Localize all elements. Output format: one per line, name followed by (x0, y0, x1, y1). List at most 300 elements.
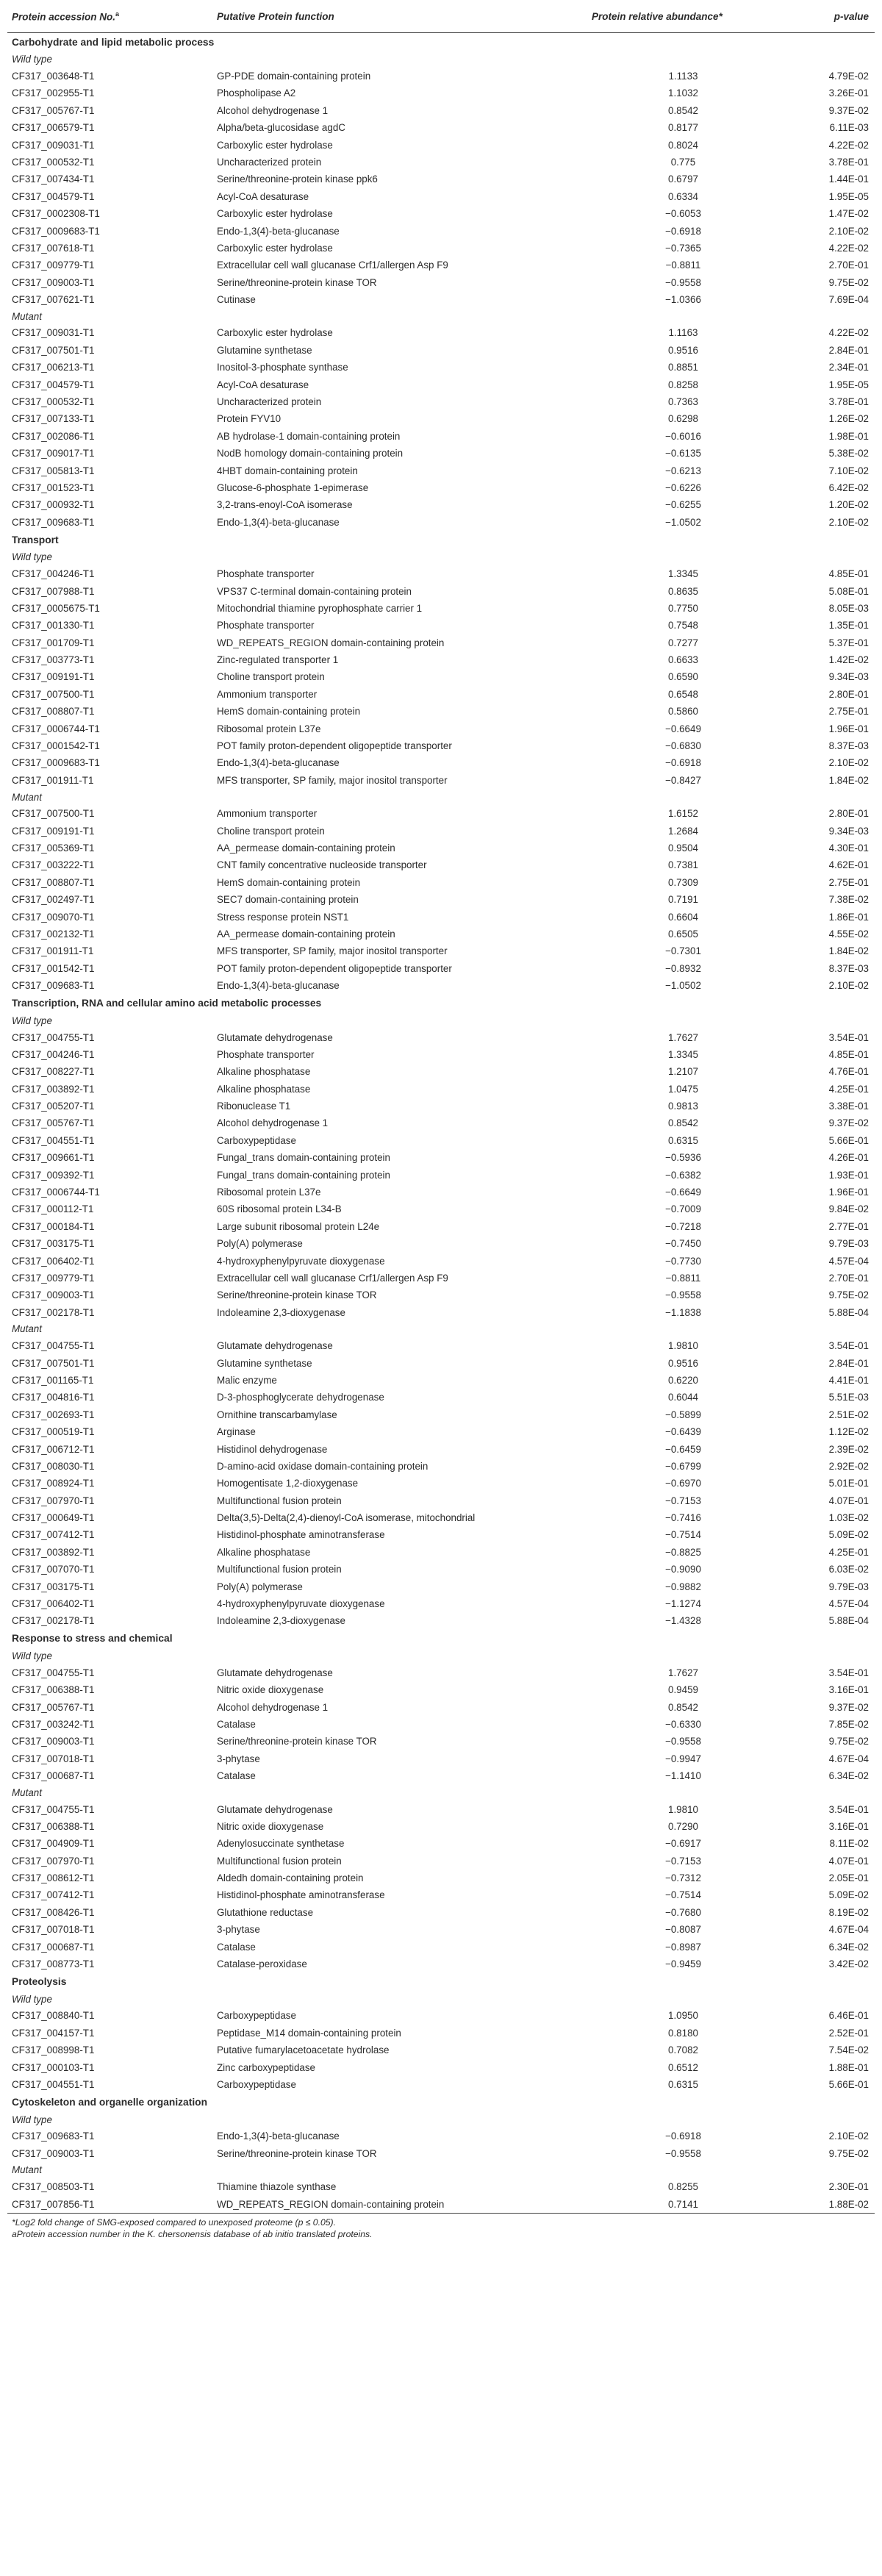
pvalue-cell: 8.19E-02 (828, 1906, 869, 1918)
table-row (7, 840, 875, 856)
group-label: Wild type (12, 1015, 52, 1026)
accession-cell: CF317_007133-T1 (12, 413, 95, 425)
table-row (7, 1253, 875, 1270)
function-cell: Alcohol dehydrogenase 1 (217, 1117, 329, 1129)
table-row (7, 1337, 875, 1354)
abundance-cell: −0.7514 (665, 1529, 701, 1541)
pvalue-cell: 1.35E-01 (828, 620, 869, 632)
accession-cell: CF317_007856-T1 (7, 2196, 212, 2214)
accession-cell: CF317_006402-T1 (12, 1255, 95, 1267)
table-row (7, 1132, 875, 1149)
pvalue-cell: 4.07E-01 (828, 1855, 869, 1867)
pvalue-cell: 4.22E-02 (828, 139, 869, 151)
accession-cell: CF317_007970-T1 (12, 1855, 95, 1867)
accession-cell: CF317_009683-T1 (12, 980, 95, 992)
function-cell: NodB homology domain-containing protein (217, 448, 404, 459)
function-cell: AA_permease domain-containing protein (217, 842, 395, 854)
pvalue-cell: 4.25E-01 (828, 1083, 869, 1095)
pvalue-cell: 2.39E-02 (828, 1443, 869, 1455)
abundance-cell: −0.6255 (665, 499, 701, 511)
accession-cell: CF317_007501-T1 (12, 1357, 95, 1369)
group-header (7, 2162, 875, 2178)
function-cell: 3,2-trans-enoyl-CoA isomerase (217, 499, 353, 511)
group-header (7, 1991, 875, 2007)
function-cell: Histidinol dehydrogenase (217, 1443, 328, 1455)
accession-cell: CF317_004755-T1 (12, 1340, 95, 1352)
accession-cell: CF317_000532-T1 (12, 396, 95, 408)
table-row (7, 2145, 875, 2162)
table-row (7, 1716, 875, 1733)
table-row (7, 1904, 875, 1921)
pvalue-cell: 4.62E-01 (828, 859, 869, 871)
function-cell: Endo-1,3(4)-beta-glucanase (217, 980, 340, 992)
abundance-cell: 0.8177 (668, 122, 698, 134)
pvalue-cell: 1.20E-02 (828, 499, 869, 511)
function-cell: Endo-1,3(4)-beta-glucanase (217, 225, 340, 237)
table-row (7, 1733, 875, 1750)
abundance-cell: 0.8635 (668, 585, 698, 597)
accession-cell: CF317_001330-T1 (12, 620, 95, 632)
abundance-cell: −0.8825 (665, 1546, 701, 1558)
abundance-cell: 0.9504 (668, 842, 698, 854)
pvalue-cell: 9.34E-03 (828, 825, 869, 837)
function-cell: HemS domain-containing protein (217, 876, 361, 888)
function-cell: Poly(A) polymerase (217, 1581, 303, 1592)
function-cell: Endo-1,3(4)-beta-glucanase (217, 2130, 340, 2142)
function-cell: Uncharacterized protein (217, 156, 322, 168)
header-accession-footnote-mark: a (115, 10, 120, 18)
function-cell: Alcohol dehydrogenase 1 (217, 1701, 329, 1713)
abundance-cell: −0.8987 (665, 1941, 701, 1953)
accession-cell: CF317_008924-T1 (12, 1478, 95, 1489)
abundance-cell: 1.0475 (668, 1083, 698, 1095)
function-cell: Alkaline phosphatase (217, 1083, 311, 1095)
pvalue-cell: 1.84E-02 (828, 774, 869, 786)
function-cell: POT family proton-dependent oligopeptide transporter (217, 962, 452, 974)
abundance-cell: 0.6512 (668, 2061, 698, 2073)
abundance-cell: 1.3345 (668, 1048, 698, 1060)
function-cell: D-3-phosphoglycerate dehydrogenase (217, 1392, 384, 1403)
function-cell: MFS transporter, SP family, major inositol transporter (217, 945, 448, 957)
abundance-cell: −0.6459 (665, 1443, 701, 1455)
table-row (7, 1870, 875, 1886)
accession-cell: CF317_008612-T1 (12, 1872, 95, 1884)
pvalue-cell: 8.11E-02 (829, 1838, 869, 1850)
abundance-cell: 0.6298 (668, 413, 698, 425)
abundance-cell: −0.6799 (665, 1460, 701, 1472)
pvalue-cell: 4.55E-02 (828, 928, 869, 940)
function-cell: 4-hydroxyphenylpyruvate dioxygenase (217, 1255, 385, 1267)
abundance-cell: −0.9882 (665, 1581, 701, 1592)
accession-cell: CF317_004816-T1 (12, 1392, 95, 1403)
function-cell: Carboxylic ester hydrolase (217, 242, 333, 254)
accession-cell: CF317_004157-T1 (12, 2027, 95, 2039)
accession-cell: CF317_000687-T1 (12, 1770, 95, 1782)
function-cell: Glutamine synthetase (217, 1357, 312, 1369)
pvalue-cell: 5.09E-02 (828, 1889, 869, 1901)
table-row (7, 909, 875, 926)
table-row (7, 1081, 875, 1098)
pvalue-cell: 2.75E-01 (828, 876, 869, 888)
accession-cell: CF317_009017-T1 (12, 448, 95, 459)
abundance-cell: 0.8258 (668, 379, 698, 390)
pvalue-cell: 2.10E-02 (828, 225, 869, 237)
accession-cell: CF317_004551-T1 (12, 1134, 95, 1146)
accession-cell: CF317_003175-T1 (12, 1581, 95, 1592)
group-label: Wild type (12, 1650, 52, 1662)
table-row (7, 669, 875, 686)
accession-cell: CF317_007501-T1 (12, 344, 95, 356)
function-cell: VPS37 C-terminal domain-containing protein (217, 585, 412, 597)
footnote-significance: *Log2 fold change of SMG-exposed compared to unexposed proteome (p ≤ 0.05). (12, 2217, 336, 2228)
pvalue-cell: 3.38E-01 (828, 1101, 869, 1112)
pvalue-cell: 9.37E-02 (828, 104, 869, 116)
abundance-cell: 0.6633 (668, 654, 698, 666)
accession-cell: CF317_0006744-T1 (12, 1187, 100, 1198)
pvalue-cell: 2.75E-01 (828, 706, 869, 718)
function-cell: CNT family concentrative nucleoside transporter (217, 859, 427, 871)
accession-cell: CF317_006388-T1 (12, 1684, 95, 1696)
function-cell: Phosphate transporter (217, 568, 315, 580)
pvalue-cell: 3.54E-01 (828, 1340, 869, 1352)
pvalue-cell: 9.37E-02 (828, 1701, 869, 1713)
pvalue-cell: 3.54E-01 (828, 1667, 869, 1678)
accession-cell: CF317_007018-T1 (12, 1753, 95, 1764)
table-row (7, 1270, 875, 1287)
function-cell: Glutathione reductase (217, 1906, 314, 1918)
abundance-cell: −0.7730 (665, 1255, 701, 1267)
abundance-cell: −0.6226 (665, 482, 701, 493)
table-row (7, 1664, 875, 1681)
pvalue-cell: 2.92E-02 (828, 1460, 869, 1472)
abundance-cell: −1.1410 (665, 1770, 701, 1782)
abundance-cell: 1.7627 (668, 1667, 698, 1678)
accession-cell: CF317_003892-T1 (12, 1546, 95, 1558)
pvalue-cell: 6.34E-02 (828, 1770, 869, 1782)
table-header (7, 0, 875, 33)
abundance-cell: −0.6649 (665, 723, 701, 734)
abundance-cell: 0.8542 (668, 1701, 698, 1713)
abundance-cell: 0.9813 (668, 1101, 698, 1112)
group-label: Wild type (12, 54, 52, 65)
abundance-cell: 0.8542 (668, 1117, 698, 1129)
abundance-cell: −0.6649 (665, 1187, 701, 1198)
table-row (7, 376, 875, 393)
section-header (7, 1630, 875, 1648)
function-cell: Serine/threonine-protein kinase TOR (217, 1736, 377, 1747)
group-label: Wild type (12, 551, 52, 563)
pvalue-cell: 2.51E-02 (828, 1409, 869, 1420)
abundance-cell: 1.1133 (668, 70, 698, 82)
accession-cell: CF317_008426-T1 (12, 1906, 95, 1918)
function-cell: WD_REPEATS_REGION domain-containing protein (212, 2196, 587, 2214)
pvalue-cell: 1.42E-02 (828, 654, 869, 666)
accession-cell: CF317_009031-T1 (12, 139, 95, 151)
abundance-cell: −0.7365 (665, 242, 701, 254)
pvalue-cell: 4.22E-02 (828, 327, 869, 339)
table-row (7, 651, 875, 668)
abundance-cell: −0.7312 (665, 1872, 701, 1884)
abundance-cell: 0.6590 (668, 671, 698, 683)
abundance-cell: −0.7153 (665, 1495, 701, 1506)
table-row (7, 2059, 875, 2076)
function-cell: Glutamate dehydrogenase (217, 1667, 333, 1678)
table-row (7, 891, 875, 908)
group-header (7, 1785, 875, 1801)
table-row (7, 1218, 875, 1235)
accession-cell: CF317_0001542-T1 (12, 740, 100, 752)
abundance-cell: −0.6918 (665, 757, 701, 769)
function-cell: Carboxypeptidase (217, 2079, 296, 2090)
table-row (7, 1887, 875, 1904)
accession-cell: CF317_002086-T1 (12, 430, 95, 442)
function-cell: Nitric oxide dioxygenase (217, 1820, 324, 1832)
accession-cell: CF317_003892-T1 (12, 1083, 95, 1095)
accession-cell: CF317_007412-T1 (12, 1529, 95, 1541)
pvalue-cell: 3.78E-01 (828, 396, 869, 408)
accession-cell: CF317_004909-T1 (12, 1838, 95, 1850)
pvalue-cell: 8.37E-03 (828, 962, 869, 974)
function-cell: Ribosomal protein L37e (217, 723, 321, 734)
pvalue-cell: 2.70E-01 (828, 260, 869, 271)
abundance-cell: 0.9516 (668, 344, 698, 356)
function-cell: Glutamate dehydrogenase (217, 1031, 333, 1043)
group-header (7, 2111, 875, 2128)
accession-cell: CF317_002693-T1 (12, 1409, 95, 1420)
accession-cell: CF317_001709-T1 (12, 637, 95, 648)
accession-cell: CF317_007621-T1 (12, 294, 95, 306)
pvalue-cell: 4.25E-01 (828, 1546, 869, 1558)
function-cell: POT family proton-dependent oligopeptide transporter (217, 740, 452, 752)
function-cell: Extracellular cell wall glucanase Crf1/allergen Asp F9 (217, 1272, 448, 1284)
accession-cell: CF317_000112-T1 (12, 1203, 94, 1215)
function-cell: Serine/threonine-protein kinase TOR (217, 276, 377, 288)
section-title: Cytoskeleton and organelle organization (12, 2097, 208, 2108)
pvalue-cell: 6.34E-02 (828, 1941, 869, 1953)
abundance-cell: −0.6016 (665, 430, 701, 442)
function-cell: Endo-1,3(4)-beta-glucanase (217, 757, 340, 769)
abundance-cell: −0.6918 (665, 2130, 701, 2142)
function-cell: Carboxypeptidase (217, 2010, 296, 2022)
accession-cell: CF317_009683-T1 (12, 516, 95, 528)
abundance-cell: −0.6439 (665, 1426, 701, 1438)
function-cell: Histidinol-phosphate aminotransferase (217, 1889, 385, 1901)
accession-cell: CF317_0002308-T1 (12, 208, 100, 220)
accession-cell: CF317_005813-T1 (12, 465, 95, 476)
pvalue-cell: 7.69E-04 (828, 294, 869, 306)
abundance-cell: 0.7309 (668, 876, 698, 888)
table-row (7, 583, 875, 600)
function-cell: Alkaline phosphatase (217, 1066, 311, 1078)
abundance-cell: 1.0950 (668, 2010, 698, 2022)
table-row (7, 102, 875, 119)
table-row (7, 496, 875, 513)
table-row (7, 1612, 875, 1629)
table-row (7, 754, 875, 771)
abundance-cell: −0.5936 (665, 1152, 701, 1164)
function-cell: Glucose-6-phosphate 1-epimerase (217, 482, 369, 493)
function-cell: 3-phytase (217, 1753, 260, 1764)
accession-cell: CF317_005767-T1 (12, 1701, 95, 1713)
accession-cell: CF317_009070-T1 (12, 911, 95, 923)
accession-cell: CF317_004755-T1 (12, 1803, 95, 1815)
section-header (7, 531, 875, 549)
pvalue-cell: 5.37E-01 (828, 637, 869, 648)
table-row (7, 171, 875, 187)
abundance-cell: 0.6548 (668, 688, 698, 700)
function-cell: 4-hydroxyphenylpyruvate dioxygenase (217, 1598, 385, 1610)
table-row (7, 634, 875, 651)
group-header (7, 1321, 875, 1337)
abundance-cell: 1.1032 (668, 87, 698, 99)
pvalue-cell: 8.37E-03 (828, 740, 869, 752)
table-row (7, 1526, 875, 1543)
accession-cell: CF317_001523-T1 (12, 482, 95, 493)
group-header (7, 549, 875, 565)
abundance-cell: −1.0502 (665, 516, 701, 528)
table-row (7, 1029, 875, 1046)
abundance-cell: 0.9459 (668, 1684, 698, 1696)
table-row (7, 1149, 875, 1166)
accession-cell: CF317_007018-T1 (12, 1924, 95, 1936)
abundance-cell: 1.9810 (668, 1340, 698, 1352)
function-cell: Fungal_trans domain-containing protein (217, 1152, 390, 1164)
function-cell: Zinc carboxypeptidase (217, 2061, 315, 2073)
group-label: Mutant (12, 1323, 42, 1335)
abundance-cell: −0.6053 (665, 208, 701, 220)
table-row (7, 1355, 875, 1372)
function-cell: Zinc-regulated transporter 1 (217, 654, 339, 666)
footnote-accession: aProtein accession number in the K. cherson​ensis database of ab initio translated proteins. (12, 2229, 373, 2240)
abundance-cell: 1.9810 (668, 1803, 698, 1815)
table-row (7, 1939, 875, 1956)
abundance-cell: 0.8180 (668, 2027, 698, 2039)
table-row (7, 720, 875, 737)
section-header (7, 1972, 875, 1991)
pvalue-cell: 2.80E-01 (828, 808, 869, 820)
accession-cell: CF317_000519-T1 (12, 1426, 95, 1438)
abundance-cell: 1.2684 (668, 825, 698, 837)
function-cell: Arginase (217, 1426, 256, 1438)
abundance-cell: −0.9090 (665, 1564, 701, 1575)
pvalue-cell: 2.10E-02 (828, 2130, 869, 2142)
abundance-cell: 0.7363 (668, 396, 698, 408)
function-cell: MFS transporter, SP family, major inositol transporter (217, 774, 448, 786)
function-cell: Alcohol dehydrogenase 1 (217, 104, 329, 116)
pvalue-cell: 1.98E-01 (828, 430, 869, 442)
function-cell: AB hydrolase-1 domain-containing protein (217, 430, 401, 442)
table-row (7, 324, 875, 341)
table-row (7, 737, 875, 754)
abundance-cell: −1.4328 (665, 1615, 701, 1627)
pvalue-cell: 9.79E-03 (828, 1238, 869, 1250)
abundance-cell: −0.6970 (665, 1478, 701, 1489)
function-cell: Alpha/beta-glucosidase agdC (217, 122, 345, 134)
table-row (7, 942, 875, 959)
pvalue-cell: 9.75E-02 (828, 1289, 869, 1301)
accession-cell: CF317_009779-T1 (12, 260, 95, 271)
table-row (7, 1835, 875, 1852)
abundance-cell: −0.7416 (665, 1512, 701, 1524)
function-cell: Glutamate dehydrogenase (217, 1803, 333, 1815)
pvalue-cell: 3.78E-01 (828, 156, 869, 168)
accession-cell: CF317_006579-T1 (12, 122, 95, 134)
table-row (7, 1098, 875, 1115)
function-cell: Catalase (217, 1770, 256, 1782)
protein-abundance-table (7, 0, 875, 2214)
pvalue-cell: 7.85E-02 (828, 1718, 869, 1730)
table-row (7, 445, 875, 462)
function-cell: Choline transport protein (217, 825, 325, 837)
accession-cell: CF317_008807-T1 (12, 876, 95, 888)
table-row (7, 428, 875, 445)
section-title: Carbohydrate and lipid metabolic process (12, 36, 215, 48)
pvalue-cell: 4.79E-02 (828, 70, 869, 82)
accession-cell: CF317_007412-T1 (12, 1889, 95, 1901)
abundance-cell: −0.9558 (665, 276, 701, 288)
function-cell: Catalase (217, 1718, 256, 1730)
accession-cell: CF317_002178-T1 (12, 1615, 95, 1627)
accession-cell: CF317_007434-T1 (12, 173, 95, 185)
table-row (7, 2196, 875, 2214)
abundance-cell: −1.0366 (665, 294, 701, 306)
pvalue-cell: 1.47E-02 (828, 208, 869, 220)
accession-cell: CF317_000532-T1 (12, 156, 95, 168)
function-cell: Phosphate transporter (217, 1048, 315, 1060)
group-label: Wild type (12, 1993, 52, 2005)
accession-cell: CF317_009683-T1 (12, 2130, 95, 2142)
function-cell: Stress response protein NST1 (217, 911, 349, 923)
accession-cell: CF317_008998-T1 (12, 2044, 95, 2056)
abundance-cell: −0.6918 (665, 225, 701, 237)
function-cell: Delta(3,5)-Delta(2,4)-dienoyl-CoA isomerase, mitochondrial (217, 1512, 476, 1524)
pvalue-cell: 5.88E-04 (828, 1615, 869, 1627)
function-cell: Phosphate transporter (217, 620, 315, 632)
accession-cell: CF317_004246-T1 (12, 568, 95, 580)
pvalue-cell: 4.67E-04 (828, 1753, 869, 1764)
table-row (7, 479, 875, 496)
abundance-cell: 0.7750 (668, 602, 698, 614)
accession-cell: CF317_004755-T1 (12, 1031, 95, 1043)
abundance-cell: 0.775 (670, 156, 696, 168)
abundance-cell: 0.6044 (668, 1392, 698, 1403)
abundance-cell: −0.8811 (665, 260, 701, 271)
function-cell: Protein FYV10 (217, 413, 282, 425)
table-row (7, 1184, 875, 1201)
function-cell: Thiamine thiazole synthase (217, 2181, 337, 2193)
abundance-cell: 0.6220 (668, 1374, 698, 1386)
table-row (7, 1578, 875, 1595)
pvalue-cell: 2.52E-01 (828, 2027, 869, 2039)
function-cell: 3-phytase (217, 1924, 260, 1936)
accession-cell: CF317_006402-T1 (12, 1598, 95, 1610)
pvalue-cell: 8.05E-03 (828, 602, 869, 614)
function-cell: Serine/threonine-protein kinase ppk6 (217, 173, 378, 185)
abundance-cell: −0.9558 (665, 1289, 701, 1301)
pvalue-cell: 5.09E-02 (828, 1529, 869, 1541)
table-row (7, 1750, 875, 1767)
accession-cell: CF317_003222-T1 (12, 859, 95, 871)
accession-cell: CF317_000103-T1 (12, 2061, 95, 2073)
pvalue-cell: 4.22E-02 (828, 242, 869, 254)
function-cell: Carboxypeptidase (217, 1134, 296, 1146)
pvalue-cell: 4.30E-01 (828, 842, 869, 854)
abundance-cell: −0.8087 (665, 1924, 701, 1936)
accession-cell: CF317_001165-T1 (12, 1374, 94, 1386)
pvalue-cell: 1.84E-02 (828, 945, 869, 957)
abundance-cell: −0.8427 (665, 774, 701, 786)
pvalue-cell: 3.42E-02 (828, 1958, 869, 1970)
